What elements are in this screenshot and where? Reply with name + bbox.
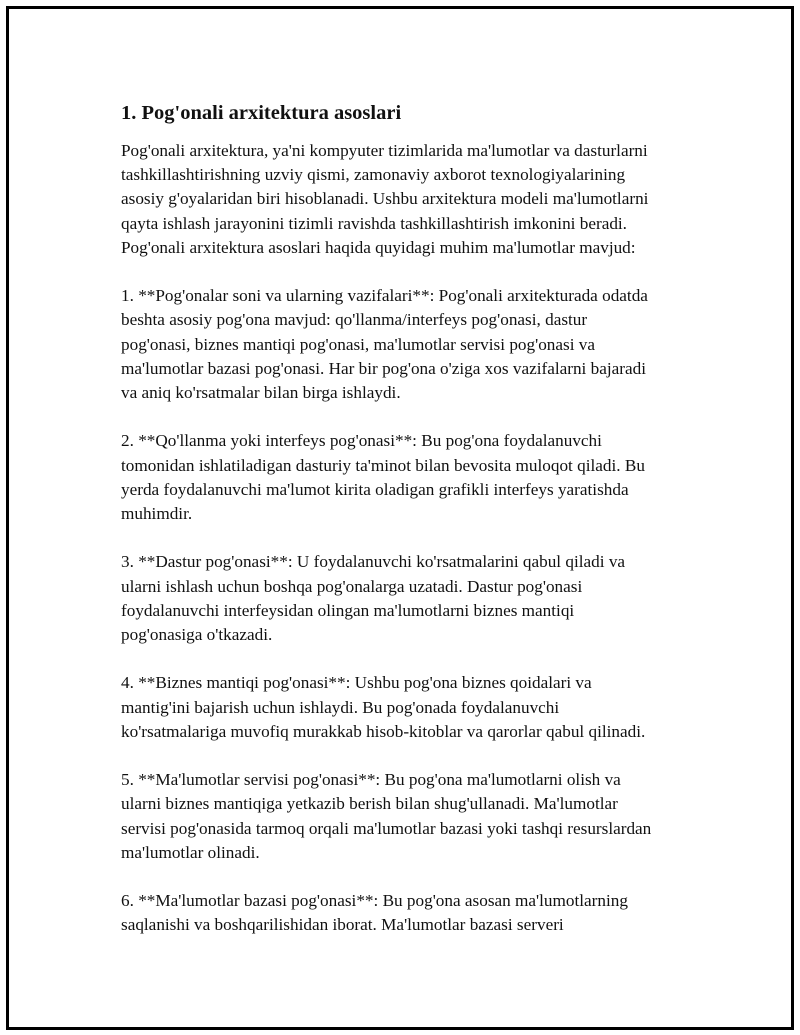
list-item-5: 5. **Ma'lumotlar servisi pog'onasi**: Bu pog'ona ma'lumotlarni olish va ularni biznes mantiqiga yetkazib berish bilan shug'ullanadi. Ma'lumotlar servisi pog'onasida tarmoq orqali ma'lumotlar bazasi yoki tashqi resurslardan ma'lumotlar olinadi. (121, 770, 652, 862)
page-frame (6, 6, 794, 1030)
list-item-1: 1. **Pog'onalar soni va ularning vazifalari**: Pog'onali arxitekturada odatda beshta asosiy pog'ona mavjud: qo'llanma/interfeys pog'onasi, dastur pog'onasi, biznes mantiqi pog'onasi, ma'lumotlar servisi pog'onasi va ma'lumotlar bazasi pog'onasi. Har bir pog'ona o'ziga xos vazifalarni bajaradi va aniq ko'rsatmalar bilan birga ishlaydi. (121, 286, 648, 403)
section-heading: 1. Pog'onali arxitektura asoslari (121, 102, 402, 124)
list-item-3: 3. **Dastur pog'onasi**: U foydalanuvchi ko'rsatmalarini qabul qiladi va ularni ishlash uchun boshqa pog'onalarga uzatadi. Dastur pog'onasi foydalanuvchi interfeysidan olingan ma'lumotlarni biznes mantiqi pog'onasiga o'tkazadi. (121, 552, 626, 645)
list-item-2: 2. **Qo'llanma yoki interfeys pog'onasi**: Bu pog'ona foydalanuvchi tomonidan ishlatiladigan dasturiy ta'minot bilan bevosita muloqot qiladi. Bu yerda foydalanuvchi ma'lumot kirita oladigan grafikli interfeys yaratishda muhimdir. (121, 431, 645, 524)
intro-paragraph: Pog'onali arxitektura, ya'ni kompyuter tizimlarida ma'lumotlar va dasturlarni tashkillashtirishning uzviy qismi, zamonaviy axborot texnologiyalarining asosiy g'oyalaridan biri hisoblanadi. Ushbu arxitektura modeli ma'lumotlarni qayta ishlash jarayonini tizimli ravishda tashkillashtirish imkonini beradi. Pog'onali arxitektura asoslari haqida quyidagi muhim ma'lumotlar mavjud: (121, 141, 649, 257)
list-item-6: 6. **Ma'lumotlar bazasi pog'onasi**: Bu pog'ona asosan ma'lumotlarning saqlanishi va boshqarilishidan iborat. Ma'lumotlar bazasi serveri (121, 891, 628, 935)
document-body (121, 99, 701, 962)
list-item-4: 4. **Biznes mantiqi pog'onasi**: Ushbu pog'ona biznes qoidalari va mantig'ini bajarish uchun ishlaydi. Bu pog'onada foydalanuvchi ko'rsatmalariga muvofiq murakkab hisob-kitoblar va qarorlar qabul qilinadi. (121, 673, 646, 741)
